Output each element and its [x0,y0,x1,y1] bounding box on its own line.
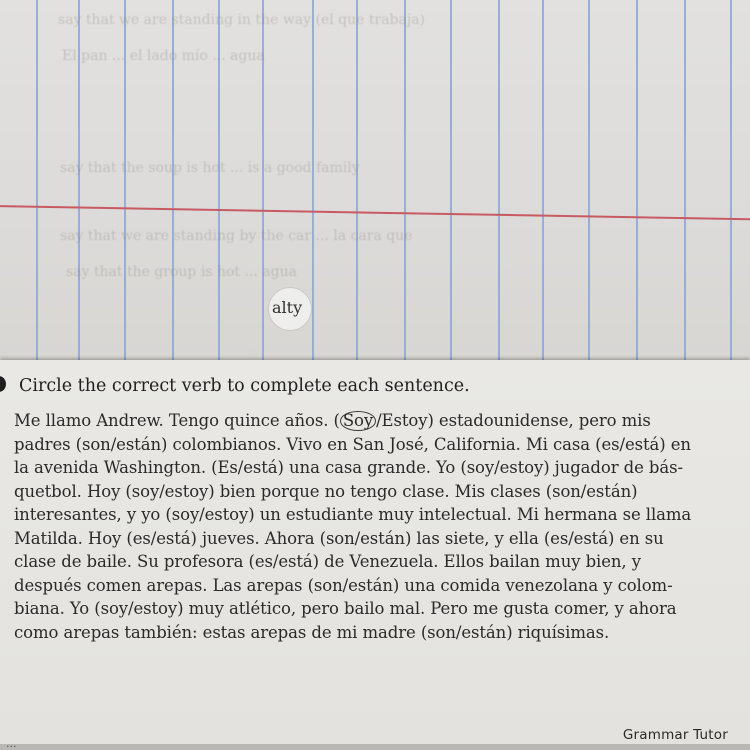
worksheet [0,360,750,750]
handwritten-word: alty [272,298,303,317]
footer-rule [0,744,750,750]
notebook-rule [404,0,406,365]
passage-line: interesantes, y yo (soy/estoy) un estudiante muy intelectual. Mi hermana se llama [14,505,692,524]
passage-text: Me llamo Andrew. Tengo quince años. ( [14,411,340,430]
passage-text: /Estoy) estadounidense, pero mis [376,411,651,430]
exercise-bullet-icon [0,376,6,392]
circled-answer: Soy [340,411,376,431]
passage-line [14,409,744,433]
footer-label: Grammar Tutor [622,727,728,743]
notebook-rule [312,0,314,365]
notebook-rule [588,0,590,365]
passage-line: biana. Yo (soy/estoy) muy atlético, pero bailo mal. Pero me gusta comer, y ahora [14,599,677,618]
notebook-rule [36,0,38,365]
notebook-paper-background [0,0,750,365]
ghost-text-line: say that the group is hot ... agua [66,264,297,280]
passage-line: padres (son/están) colombianos. Vivo en San José, California. Mi casa (es/está) en [14,434,691,454]
exercise-instruction: Circle the correct verb to complete each sentence. [19,376,470,396]
notebook-rule [684,0,686,365]
ghost-text-line: El pan ... el lado mío ... agua [62,48,265,64]
passage-line: clase de baile. Su profesora (es/está) de Venezuela. Ellos bailan muy bien, y [14,552,641,571]
passage-line: como arepas también: estas arepas de mi madre (son/están) riquísimas. [14,622,610,642]
ghost-text-line: say that we are standing in the way (el que trabaja) [58,12,426,28]
ghost-text-line: say that the soup is hot ... is a good family [60,160,360,176]
passage-line: quetbol. Hoy (soy/estoy) bien porque no tengo clase. Mis clases (son/están) [14,481,638,501]
footer-page-number: ... [6,737,17,750]
notebook-rule [542,0,544,365]
passage-line: Matilda. Hoy (es/está) jueves. Ahora (son/están) las siete, y ella (es/está) en su [14,528,664,548]
notebook-rule [450,0,452,365]
passage-line: la avenida Washington. (Es/está) una casa grande. Yo (soy/estoy) jugador de bás- [14,458,683,477]
ghost-text-line: say that we are standing by the car ... la cara que [60,228,413,244]
notebook-rule [498,0,500,365]
notebook-rule [730,0,732,365]
notebook-rule [636,0,638,365]
notebook-rule [356,0,358,365]
exercise-passage [14,409,744,644]
passage-line: después comen arepas. Las arepas (son/están) una comida venezolana y colom- [14,575,673,595]
